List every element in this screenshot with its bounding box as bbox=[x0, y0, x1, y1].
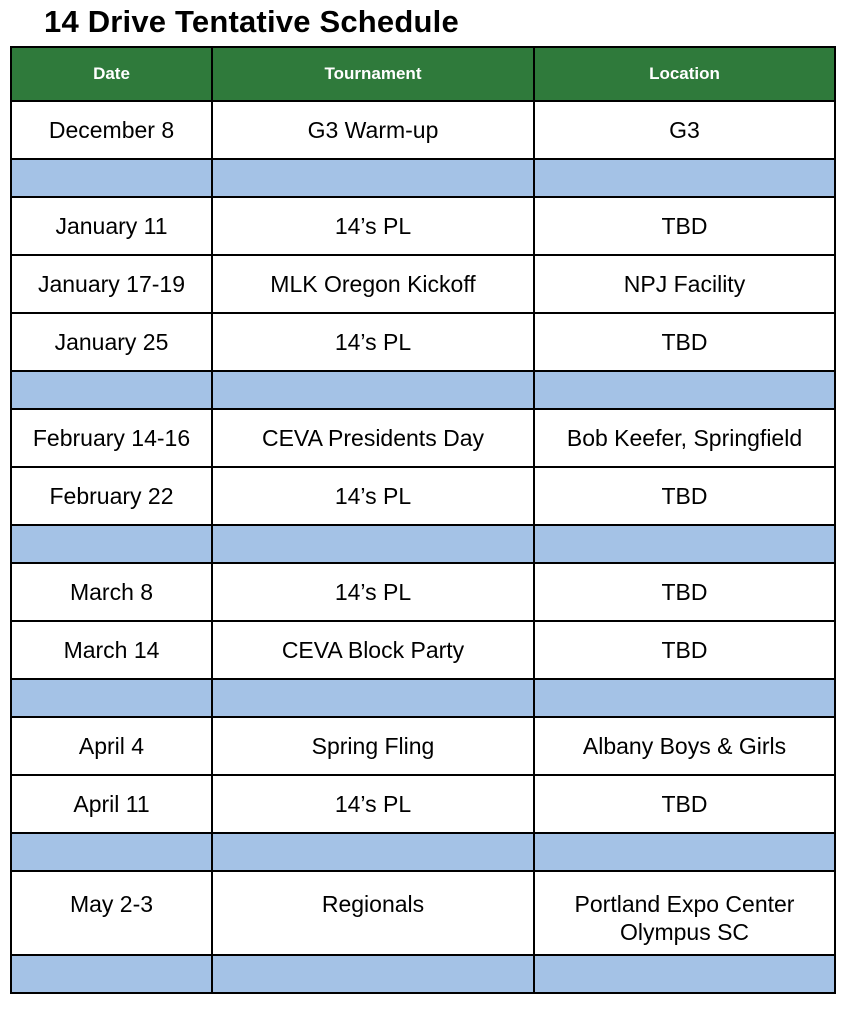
spacer-cell bbox=[212, 679, 534, 717]
table-row bbox=[11, 621, 835, 679]
spacer-cell bbox=[534, 159, 835, 197]
tournament-cell: G3 Warm-up bbox=[212, 101, 534, 159]
table-row bbox=[11, 871, 835, 955]
spacer-cell bbox=[11, 679, 212, 717]
spacer-cell bbox=[534, 955, 835, 993]
tournament-cell: 14’s PL bbox=[212, 563, 534, 621]
spacer-cell bbox=[11, 371, 212, 409]
spacer-cell bbox=[534, 833, 835, 871]
tournament-cell: Spring Fling bbox=[212, 717, 534, 775]
location-line: TBD bbox=[661, 328, 708, 355]
table-row bbox=[11, 255, 835, 313]
spacer-cell bbox=[212, 833, 534, 871]
location-cell bbox=[534, 197, 835, 255]
spacer-row bbox=[11, 371, 835, 409]
spacer-cell bbox=[212, 159, 534, 197]
spacer-row bbox=[11, 525, 835, 563]
table-row bbox=[11, 197, 835, 255]
location-cell bbox=[534, 871, 835, 955]
location-cell bbox=[534, 467, 835, 525]
location-cell bbox=[534, 101, 835, 159]
page-title: 14 Drive Tentative Schedule bbox=[44, 4, 459, 39]
location-line: G3 bbox=[669, 116, 700, 143]
location-line: Portland Expo Center bbox=[574, 891, 795, 917]
location-line: Bob Keefer, Springfield bbox=[566, 424, 803, 451]
date-cell: March 8 bbox=[11, 563, 212, 621]
spacer-cell bbox=[534, 525, 835, 563]
column-header-location: Location bbox=[534, 47, 835, 101]
date-cell: February 22 bbox=[11, 467, 212, 525]
location-line: NPJ Facility bbox=[623, 270, 746, 297]
spacer-row bbox=[11, 955, 835, 993]
spacer-cell bbox=[11, 525, 212, 563]
date-cell: January 25 bbox=[11, 313, 212, 371]
tournament-cell: 14’s PL bbox=[212, 775, 534, 833]
spacer-cell bbox=[11, 159, 212, 197]
spacer-cell bbox=[212, 525, 534, 563]
tournament-cell: 14’s PL bbox=[212, 313, 534, 371]
date-cell: March 14 bbox=[11, 621, 212, 679]
location-cell bbox=[534, 717, 835, 775]
header-row bbox=[11, 47, 835, 101]
date-cell: April 11 bbox=[11, 775, 212, 833]
location-cell bbox=[534, 775, 835, 833]
spacer-row bbox=[11, 833, 835, 871]
tournament-cell: 14’s PL bbox=[212, 197, 534, 255]
table-row bbox=[11, 563, 835, 621]
location-line: TBD bbox=[661, 482, 708, 509]
spacer-cell bbox=[534, 371, 835, 409]
table-row bbox=[11, 409, 835, 467]
location-cell bbox=[534, 313, 835, 371]
date-cell: December 8 bbox=[11, 101, 212, 159]
location-line: TBD bbox=[661, 636, 708, 663]
table-row bbox=[11, 775, 835, 833]
date-cell: May 2-3 bbox=[11, 871, 212, 955]
location-line: TBD bbox=[661, 578, 708, 605]
location-line: Albany Boys & Girls bbox=[582, 732, 787, 759]
schedule-body bbox=[11, 101, 835, 993]
spacer-cell bbox=[11, 833, 212, 871]
spacer-cell bbox=[11, 955, 212, 993]
tournament-cell: MLK Oregon Kickoff bbox=[212, 255, 534, 313]
column-header-tournament: Tournament bbox=[212, 47, 534, 101]
location-cell bbox=[534, 621, 835, 679]
spacer-cell bbox=[212, 371, 534, 409]
spacer-row bbox=[11, 159, 835, 197]
table-row bbox=[11, 313, 835, 371]
location-cell bbox=[534, 409, 835, 467]
spacer-cell bbox=[534, 679, 835, 717]
tournament-cell: 14’s PL bbox=[212, 467, 534, 525]
table-row bbox=[11, 467, 835, 525]
location-cell bbox=[534, 563, 835, 621]
column-header-date: Date bbox=[11, 47, 212, 101]
tournament-cell: Regionals bbox=[212, 871, 534, 955]
table-row bbox=[11, 717, 835, 775]
location-cell bbox=[534, 255, 835, 313]
date-cell: February 14-16 bbox=[11, 409, 212, 467]
location-line: TBD bbox=[661, 790, 708, 817]
tournament-cell: CEVA Block Party bbox=[212, 621, 534, 679]
date-cell: January 17-19 bbox=[11, 255, 212, 313]
location-line: Olympus SC bbox=[619, 919, 750, 945]
date-cell: April 4 bbox=[11, 717, 212, 775]
spacer-cell bbox=[212, 955, 534, 993]
table-row bbox=[11, 101, 835, 159]
spacer-row bbox=[11, 679, 835, 717]
location-line: TBD bbox=[661, 212, 708, 239]
schedule-table bbox=[10, 46, 836, 994]
date-cell: January 11 bbox=[11, 197, 212, 255]
tournament-cell: CEVA Presidents Day bbox=[212, 409, 534, 467]
